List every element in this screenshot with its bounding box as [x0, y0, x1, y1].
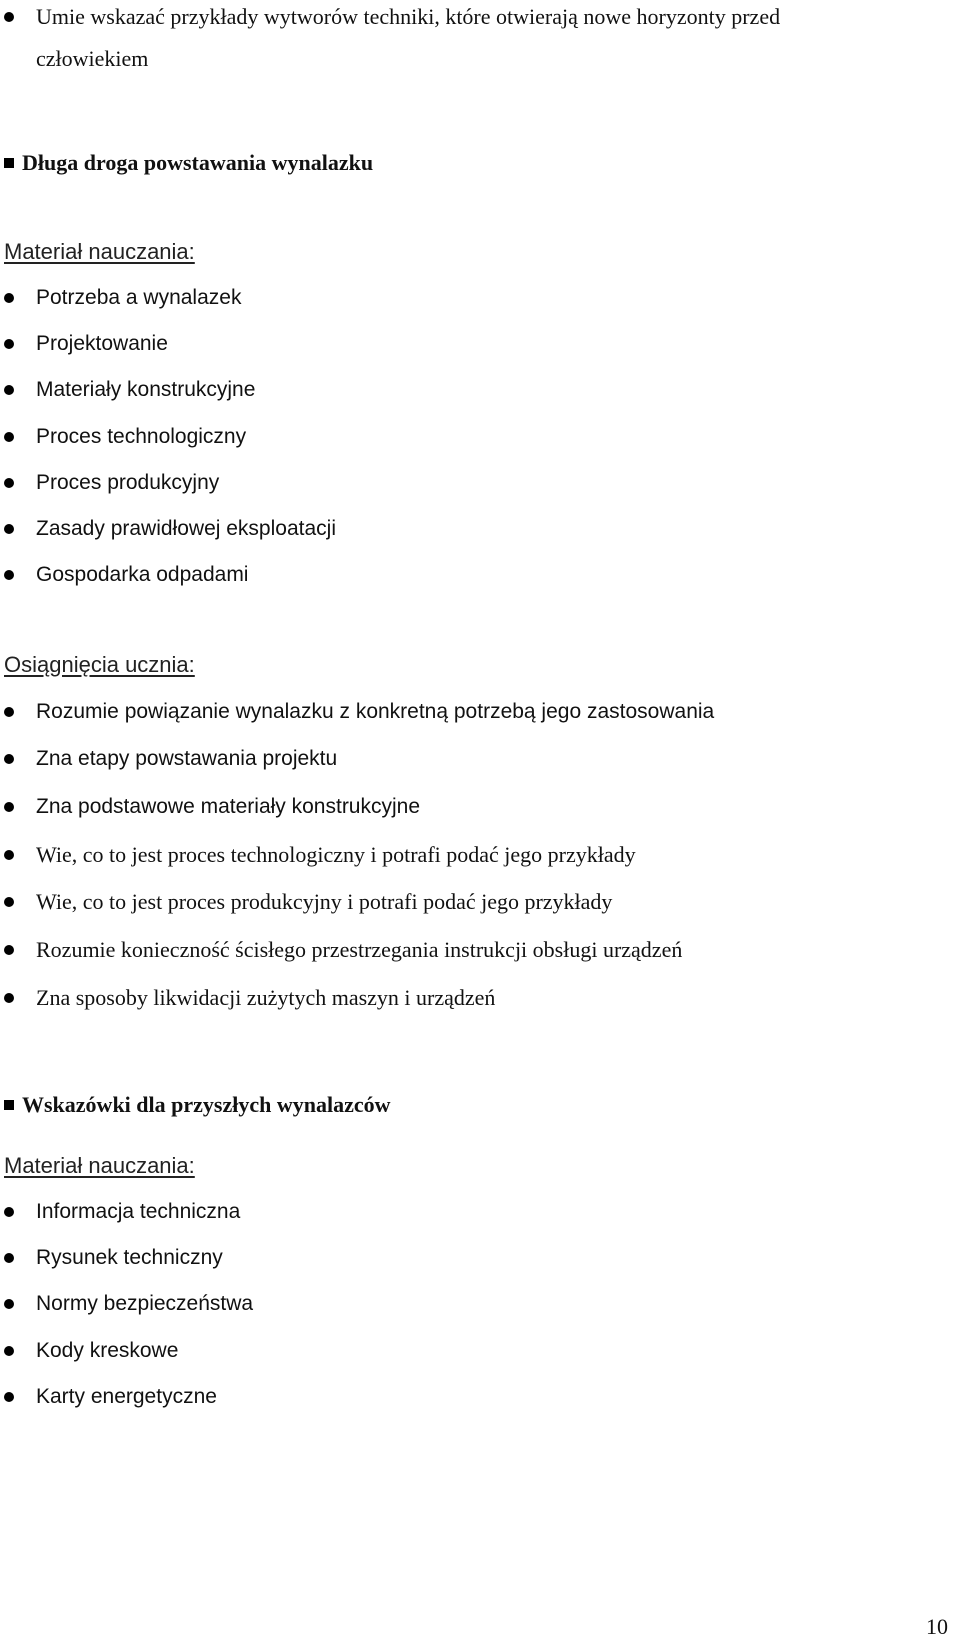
bullet-icon — [4, 478, 14, 488]
bullet-icon — [4, 802, 14, 812]
list-item-text: Rozumie konieczność ścisłego przestrzegania instrukcji obsługi urządzeń — [36, 937, 683, 962]
list-item-text: Proces produkcyjny — [36, 471, 220, 494]
intro-line-2: człowiekiem — [36, 46, 149, 71]
list-item-text: Karty energetyczne — [36, 1385, 217, 1408]
list-item-text: Gospodarka odpadami — [36, 563, 249, 586]
list-item-text: Potrzeba a wynalazek — [36, 286, 242, 309]
list-item-text: Projektowanie — [36, 332, 168, 355]
section-1-achievements-label: Osiągnięcia ucznia: — [4, 652, 195, 677]
list-item-text: Materiały konstrukcyjne — [36, 378, 256, 401]
bullet-icon — [4, 432, 14, 442]
list-item-text: Kody kreskowe — [36, 1339, 179, 1362]
bullet-icon — [4, 339, 14, 349]
square-bullet-icon — [4, 1100, 14, 1110]
bullet-icon — [4, 1392, 14, 1402]
list-item-text: Proces technologiczny — [36, 425, 247, 448]
list-item-text: Zna sposoby likwidacji zużytych maszyn i urządzeń — [36, 985, 496, 1010]
bullet-icon — [4, 12, 14, 22]
section-2-heading — [4, 1092, 391, 1118]
bullet-icon — [4, 1346, 14, 1356]
bullet-icon — [4, 1207, 14, 1217]
list-item-text: Zna etapy powstawania projektu — [36, 747, 338, 770]
section-2-material-label: Materiał nauczania: — [4, 1153, 195, 1178]
section-2-title: Wskazówki dla przyszłych wynalazców — [22, 1092, 391, 1117]
page-number: 10 — [926, 1614, 948, 1639]
list-item-text: Normy bezpieczeństwa — [36, 1292, 254, 1315]
bullet-icon — [4, 1253, 14, 1263]
list-item-text: Zasady prawidłowej eksploatacji — [36, 517, 336, 540]
intro-line-1: Umie wskazać przykłady wytworów techniki, które otwierają nowe horyzonty przed — [36, 4, 781, 29]
bullet-icon — [4, 570, 14, 580]
bullet-icon — [4, 945, 14, 955]
square-bullet-icon — [4, 158, 14, 168]
section-1-heading — [4, 150, 373, 176]
bullet-icon — [4, 293, 14, 303]
bullet-icon — [4, 385, 14, 395]
section-1-material-label: Materiał nauczania: — [4, 239, 195, 264]
list-item-text: Rysunek techniczny — [36, 1246, 223, 1269]
list-item-text: Wie, co to jest proces technologiczny i potrafi podać jego przykłady — [36, 842, 636, 867]
bullet-icon — [4, 993, 14, 1003]
bullet-icon — [4, 707, 14, 717]
bullet-icon — [4, 1299, 14, 1309]
bullet-icon — [4, 754, 14, 764]
bullet-icon — [4, 524, 14, 534]
bullet-icon — [4, 897, 14, 907]
list-item-text: Zna podstawowe materiały konstrukcyjne — [36, 795, 421, 818]
list-item-text: Rozumie powiązanie wynalazku z konkretną potrzebą jego zastosowania — [36, 700, 715, 723]
section-1-title: Długa droga powstawania wynalazku — [22, 150, 374, 175]
list-item-text: Wie, co to jest proces produkcyjny i potrafi podać jego przykłady — [36, 889, 613, 914]
list-item-text: Informacja techniczna — [36, 1200, 241, 1223]
bullet-icon — [4, 850, 14, 860]
